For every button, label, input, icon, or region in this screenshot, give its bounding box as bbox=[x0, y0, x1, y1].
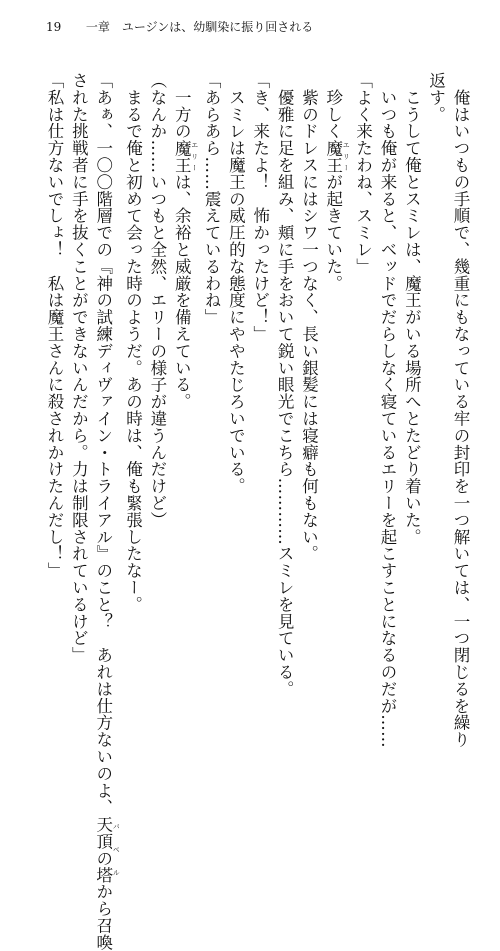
page-header bbox=[46, 20, 313, 34]
text-line: 「き、来たよ！ 怖かったけど！」 bbox=[250, 72, 270, 343]
text-line: 一方の魔王 エリーは、余裕と威厳を備えている。 bbox=[172, 72, 199, 411]
chapter-title: 一章 ユージンは、幼馴染に振り回される bbox=[85, 20, 314, 34]
text-line: 返す。 bbox=[426, 72, 446, 123]
text-line: いつも俺が来ると、ベッドでだらしなく寝ているエリーを起こすことになるのだが…… bbox=[377, 72, 397, 748]
vertical-body-text bbox=[22, 72, 472, 951]
ruby-annotation: 魔王 エリー bbox=[172, 139, 199, 174]
text-line: 「あらあら……震えているわね」 bbox=[202, 72, 222, 326]
page-number: 19 bbox=[46, 20, 62, 34]
text-line: 「よく来たわね、スミレ」 bbox=[353, 72, 373, 275]
text-line: （なんか……いつもと全然、エリーの様子が違うんだけど） bbox=[147, 72, 167, 529]
ruby-annotation: 魔王 エリー bbox=[323, 139, 351, 174]
text-line: 俺はいつもの手順で、幾重にもなっている牢の封印を一つ解いては、一つ閉じるを繰り bbox=[451, 72, 470, 748]
text-line: 優雅に足を組み、頬に手をおいて鋭い眼光でこちら…………スミレを見ている。 bbox=[275, 72, 295, 698]
text-line: まるで俺と初めて会った時のようだ。あの時は、俺も緊張したなー。 bbox=[123, 72, 143, 613]
ruby-annotation: 天頂の塔 バベル bbox=[93, 815, 121, 884]
text-line: スミレは魔王の威圧的な態度にややたじろいでいる。 bbox=[226, 72, 246, 495]
text-line: 珍しく魔王 エリーが起きていた。 bbox=[323, 72, 351, 292]
text-line: された挑戦者に手を抜くことができないんだから。力は制限されているけど」 bbox=[69, 72, 89, 664]
text-line: 「私は仕方ないでしょ！ 私は魔王さんに殺されかけたんだし！」 bbox=[45, 72, 64, 579]
text-line: こうして俺とスミレは、魔王がいる場所へとたどり着いた。 bbox=[402, 72, 422, 546]
text-line: 紫のドレスにはシワ一つなく、長い銀髪には寝癖も何もない。 bbox=[299, 72, 319, 563]
text-line: 「あぁ、一〇〇階層での『神の試練ディヴァイン・トライアル』のこと？ あれは仕方ないのよ、天頂の塔 バベルから召喚 bbox=[93, 72, 121, 951]
